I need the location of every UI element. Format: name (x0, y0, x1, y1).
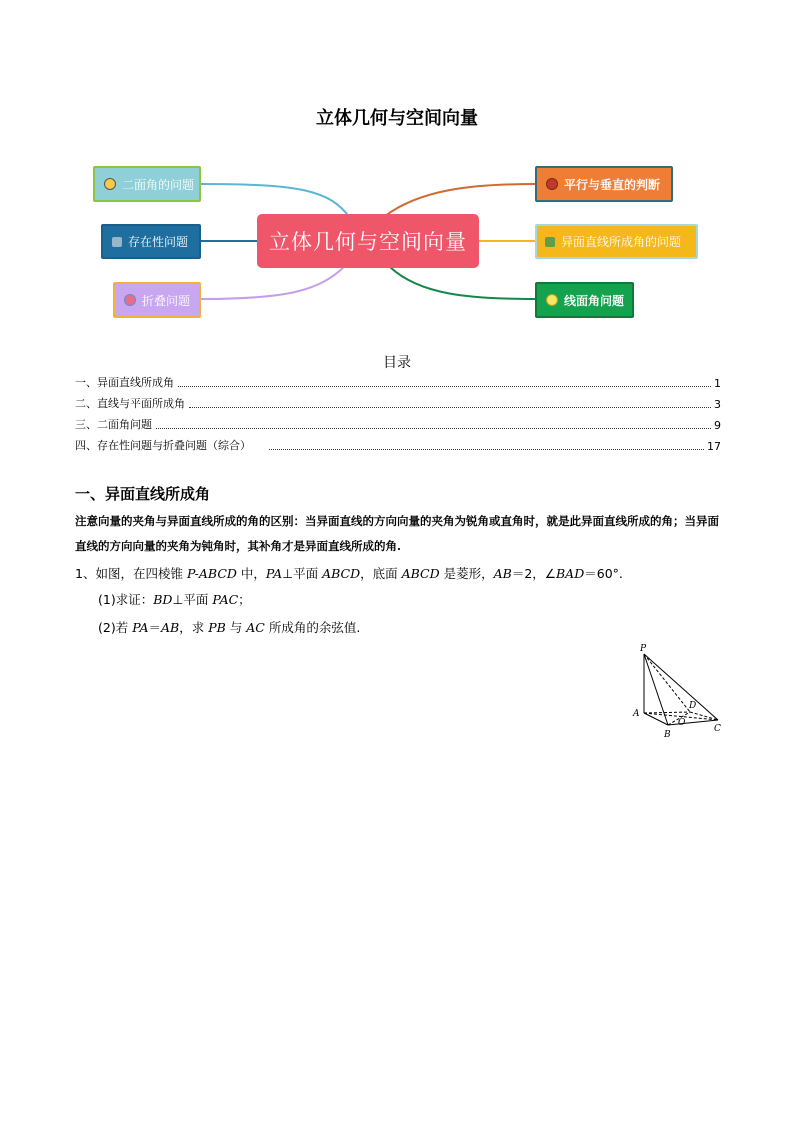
problem-text: ，求 (179, 620, 209, 635)
problem-text: ⊥平面 (172, 592, 213, 607)
problem-part-1 (98, 590, 251, 608)
globe-icon (546, 178, 558, 190)
tools-icon (112, 237, 122, 247)
mindmap-node-existence (101, 224, 201, 259)
problem-math: BD (153, 592, 173, 607)
toc-entry-page: 3 (714, 398, 721, 411)
lightbulb-icon (546, 294, 558, 306)
mindmap-node-label: 二面角的问题 (122, 177, 195, 192)
problem-text: ＝60°. (584, 566, 623, 581)
problem-math: ABCD (401, 566, 440, 581)
mindmap-node-dihedral (93, 166, 201, 202)
connector-line-plane (390, 267, 535, 299)
mindmap-node-folding (113, 282, 201, 318)
problem-text: 所成角的余弦值. (264, 620, 361, 635)
toc-leader (269, 449, 704, 450)
toc-entry-label: 三、二面角问题 (75, 418, 152, 431)
people-icon (545, 237, 555, 247)
edge-BC (668, 720, 718, 725)
connector-dihedral (201, 184, 350, 218)
pyramid-figure (628, 640, 728, 740)
label-A: A (633, 709, 640, 719)
mindmap-node-label: 折叠问题 (142, 293, 191, 308)
mindmap-node-line-plane (535, 282, 634, 318)
problem-math: PA (132, 620, 149, 635)
problem-text: 1、如图，在四棱锥 (75, 566, 187, 581)
label-B: B (664, 730, 671, 740)
problem-text: ，底面 (360, 566, 402, 581)
problem-math: ABCD (322, 566, 361, 581)
toc-entry-label: 四、存在性问题与折叠问题（综合） (75, 439, 251, 452)
label-P: P (640, 644, 647, 654)
connector-folding (201, 266, 345, 299)
edge-PD (644, 654, 690, 712)
problem-text: ； (238, 592, 251, 607)
problem-math: P-ABCD (186, 566, 237, 581)
toc-entry-page: 9 (714, 419, 721, 432)
toc-entry[interactable] (75, 374, 721, 390)
toc-entry[interactable] (75, 416, 721, 432)
palette-icon (124, 294, 136, 306)
problem-text: (1)求证： (98, 592, 154, 607)
edge-AD (644, 712, 690, 713)
document-title: 立体几何与空间向量 (316, 108, 478, 129)
problem-text: ⊥平面 (282, 566, 323, 581)
mindmap-node-label: 平行与垂直的判断 (564, 177, 661, 192)
mindmap-center-node: 立体几何与空间向量 (257, 214, 479, 268)
mindmap-node-label: 存在性问题 (128, 235, 189, 249)
problem-text: 与 (225, 620, 247, 635)
clock-icon (104, 178, 116, 190)
connector-parallel (385, 184, 535, 216)
label-D: D (689, 701, 697, 711)
problem-math: AB (161, 620, 180, 635)
mindmap-node-label: 异面直线所成角的问题 (561, 235, 682, 249)
problem-text: (2)若 (98, 620, 133, 635)
problem-text: ＝ (148, 620, 161, 635)
section-note: 注意向量的夹角与异面直线所成的角的区别：当异面直线的方向向量的夹角为锐角或直角时，就是此异面直线所成的角；当异面直线的方向向量的夹角为钝角时，其补角才是异面直线所成的角. (75, 514, 719, 553)
toc-entry-label: 一、异面直线所成角 (75, 376, 174, 389)
toc-entry[interactable] (75, 395, 721, 411)
toc-heading: 目录 (383, 355, 411, 371)
toc-entry-label: 二、直线与平面所成角 (75, 397, 185, 410)
problem-math: BAD (556, 566, 585, 581)
section-heading: 一、异面直线所成角 (75, 485, 211, 503)
label-O: O (678, 718, 686, 728)
problem-part-2 (98, 618, 360, 636)
toc-entry-page: 1 (714, 377, 721, 390)
problem-text: 是菱形， (439, 566, 494, 581)
toc-leader (156, 428, 711, 429)
problem-stem (75, 564, 623, 582)
toc-entry-page: 17 (707, 440, 721, 453)
toc-leader (178, 386, 711, 387)
problem-text: ＝2，∠ (511, 566, 556, 581)
mindmap-node-skew-lines (535, 224, 698, 259)
problem-math: PB (208, 620, 226, 635)
problem-text: 中， (236, 566, 266, 581)
problem-math: AC (246, 620, 265, 635)
problem-math: PA (265, 566, 283, 581)
toc-leader (189, 407, 711, 408)
toc-entry[interactable] (75, 437, 721, 453)
mindmap-node-parallel (535, 166, 673, 202)
label-C: C (714, 724, 721, 734)
mindmap-node-label: 线面角问题 (564, 293, 625, 308)
problem-math: PAC (212, 592, 239, 607)
problem-math: AB (493, 566, 512, 581)
